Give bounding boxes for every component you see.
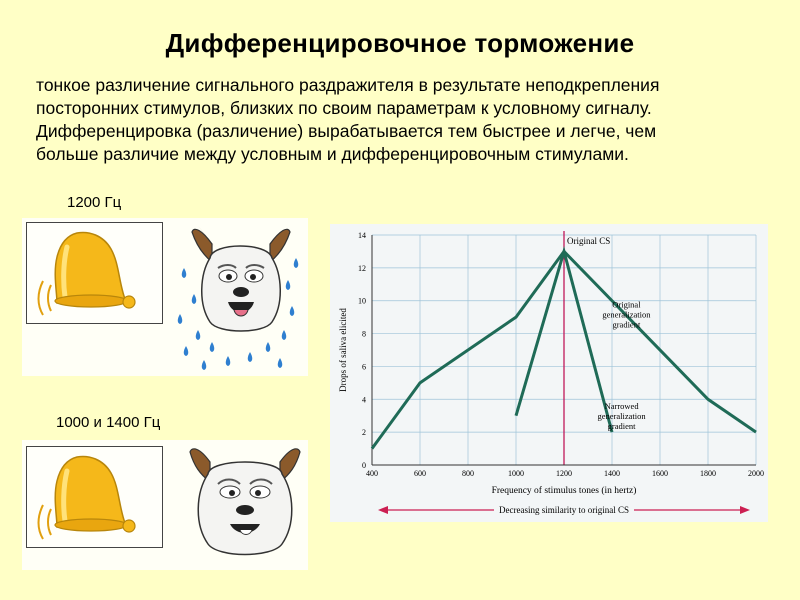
y-tick-label: 6 xyxy=(362,362,366,372)
x-tick-label: 1800 xyxy=(700,469,716,478)
annotation-line: gradient xyxy=(612,319,641,330)
y-tick-label: 14 xyxy=(358,231,366,240)
bell-icon xyxy=(27,447,162,547)
original-cs-label: Original CS xyxy=(567,236,611,246)
description-line: тонкое различение сигнального раздражителя в результате неподкрепления xyxy=(36,75,660,95)
x-tick-labels xyxy=(366,469,764,478)
x-tick-label: 600 xyxy=(414,469,426,478)
bell-card xyxy=(26,222,163,324)
chart-annotations xyxy=(598,299,652,431)
x-tick-label: 400 xyxy=(366,469,378,478)
scene-differential xyxy=(22,440,308,570)
chart-annotation xyxy=(598,401,647,431)
y-tick-label: 12 xyxy=(358,263,366,273)
scene-conditioned xyxy=(22,218,308,376)
annotation-line: generalization xyxy=(602,309,651,320)
generalization-chart xyxy=(330,224,768,522)
dog-salivating-icon xyxy=(172,218,308,376)
slide-title: Дифференцировочное торможение xyxy=(165,28,635,58)
y-tick-label: 10 xyxy=(358,296,366,306)
x-tick-label: 1400 xyxy=(604,469,620,478)
description-line: больше различие между условным и дифференцировочным стимулами. xyxy=(36,144,629,164)
x-tick-label: 1600 xyxy=(652,469,668,478)
y-tick-label: 8 xyxy=(362,329,366,339)
x-tick-label: 1200 xyxy=(556,469,572,478)
y-tick-label: 2 xyxy=(362,428,366,438)
description xyxy=(36,74,766,166)
annotation-line: Original xyxy=(612,299,641,310)
y-tick-label: 4 xyxy=(362,395,366,405)
dog-calm-icon xyxy=(182,440,308,570)
annotation-line: Narrowed xyxy=(604,401,639,412)
chart-annotation xyxy=(602,299,651,329)
annotation-line: gradient xyxy=(607,421,636,432)
bell-icon xyxy=(27,223,162,323)
annotation-line: generalization xyxy=(597,411,646,422)
description-line: посторонних стимулов, близких по своим параметрам к условному сигналу. xyxy=(36,98,652,118)
y-axis-title: Drops of saliva elicited xyxy=(338,308,348,392)
x-tick-label: 2000 xyxy=(748,469,764,478)
description-line: Дифференцировка (различение) вырабатывается тем быстрее и легче, чем xyxy=(36,121,657,141)
y-tick-labels xyxy=(358,231,366,470)
arrow-head-left xyxy=(378,506,388,514)
label-differential-stimuli: 1000 и 1400 Гц xyxy=(56,414,161,431)
arrow-head-right xyxy=(740,506,750,514)
label-conditioned-stimulus: 1200 Гц xyxy=(67,194,122,211)
similarity-arrow xyxy=(378,504,750,516)
x-axis-title: Frequency of stimulus tones (in hertz) xyxy=(491,486,637,496)
y-tick-label: 0 xyxy=(362,461,366,470)
bell-card xyxy=(26,446,163,548)
chart-canvas xyxy=(330,224,768,522)
similarity-arrow-label: Decreasing similarity to original CS xyxy=(499,505,629,515)
x-tick-label: 1000 xyxy=(508,469,524,478)
x-tick-label: 800 xyxy=(462,469,474,478)
